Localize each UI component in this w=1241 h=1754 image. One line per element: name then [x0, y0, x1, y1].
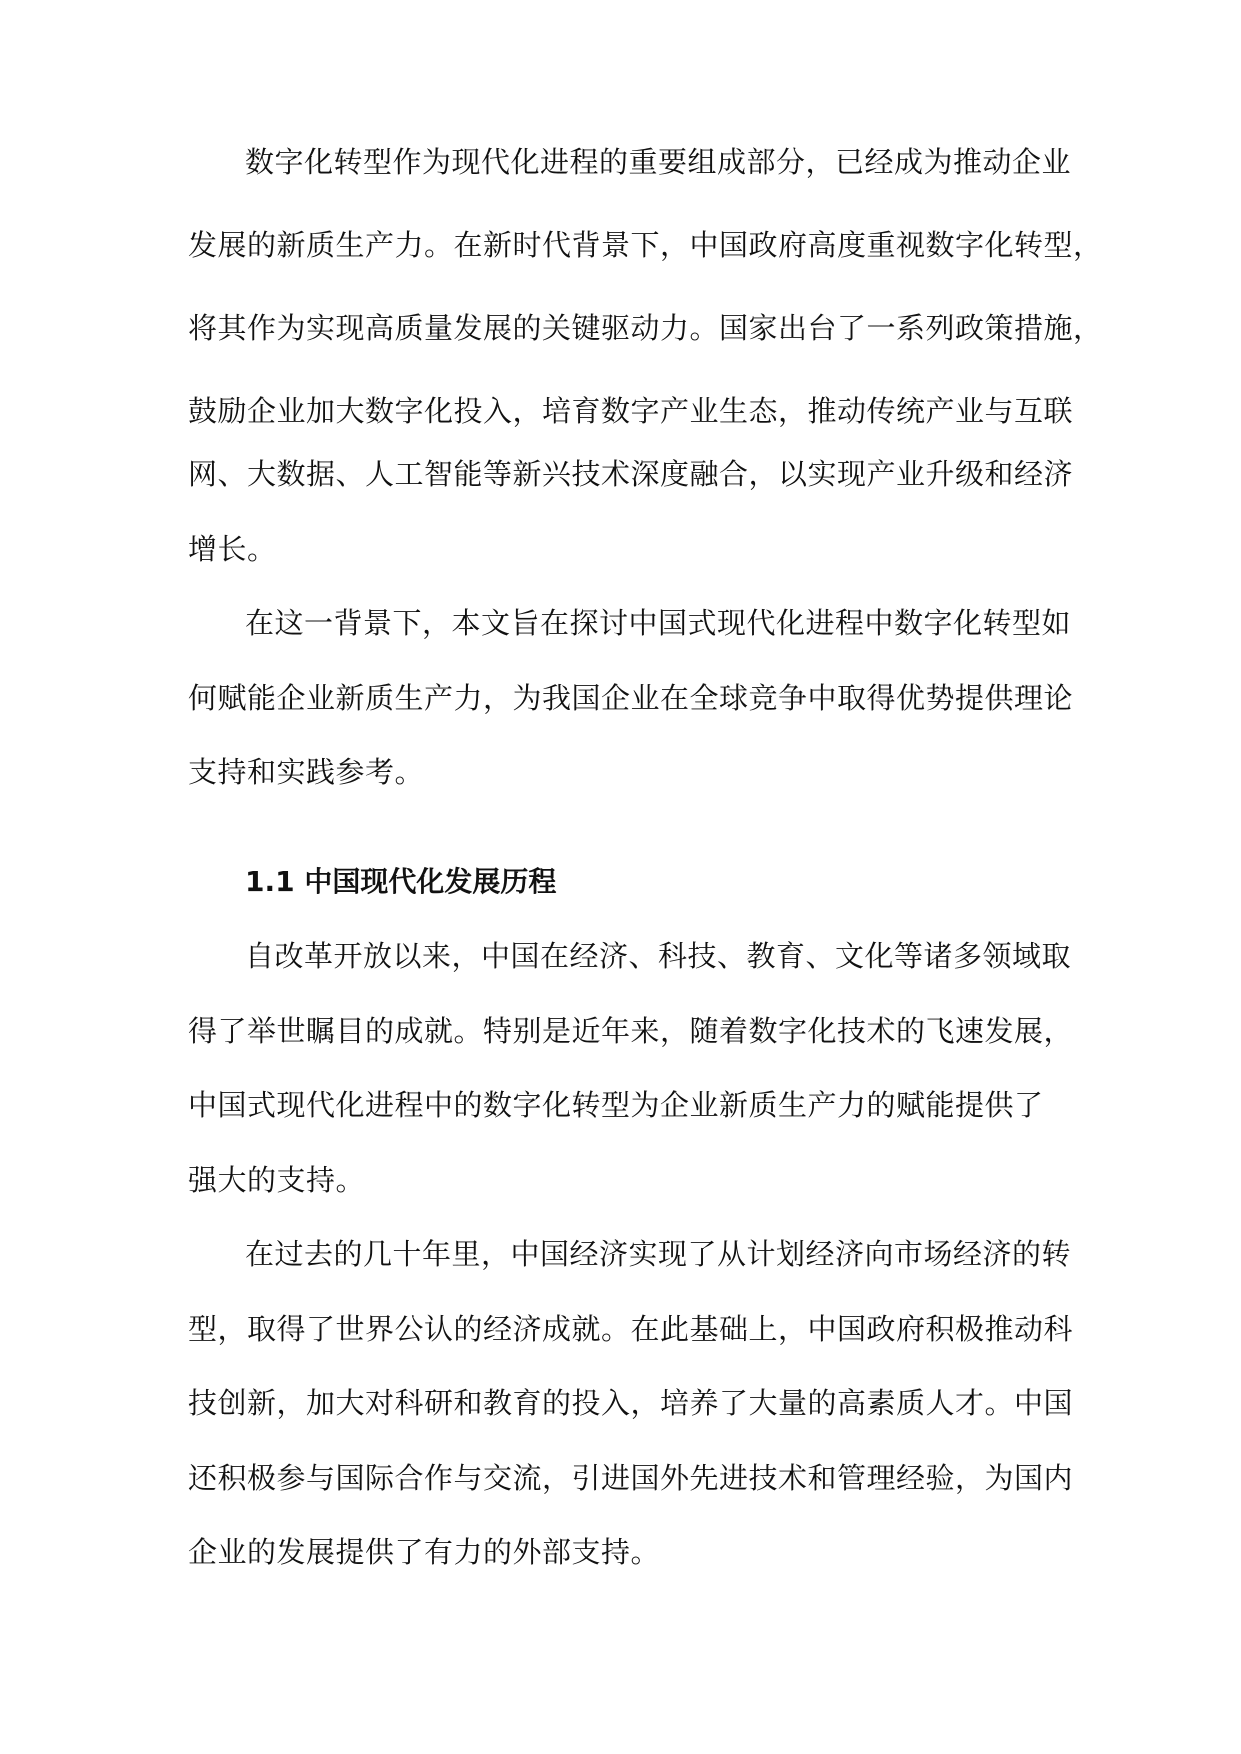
paragraph-2-line-2: 何赋能企业新质生产力，为我国企业在全球竞争中取得优势提供理论	[188, 681, 1074, 715]
paragraph-3-line-3: 中国式现代化进程中的数字化转型为企业新质生产力的赋能提供了	[188, 1088, 1044, 1122]
paragraph-2-line-1: 在这一背景下，本文旨在探讨中国式现代化进程中数字化转型如	[245, 606, 1072, 640]
paragraph-4-line-3: 技创新，加大对科研和教育的投入，培养了大量的高素质人才。中国	[188, 1386, 1074, 1420]
paragraph-3-line-4: 强大的支持。	[188, 1163, 366, 1197]
paragraph-1-line-1: 数字化转型作为现代化进程的重要组成部分，已经成为推动企业	[245, 145, 1072, 179]
paragraph-4-line-1: 在过去的几十年里，中国经济实现了从计划经济向市场经济的转	[245, 1237, 1072, 1271]
paragraph-1-line-6: 增长。	[188, 532, 277, 566]
paragraph-3-line-2: 得了举世瞩目的成就。特别是近年来，随着数字化技术的飞速发展，	[188, 1014, 1074, 1048]
paragraph-4-line-2: 型，取得了世界公认的经济成就。在此基础上，中国政府积极推动科	[188, 1312, 1074, 1346]
section-heading: 1.1 中国现代化发展历程	[245, 865, 557, 898]
paragraph-1-line-3: 将其作为实现高质量发展的关键驱动力。国家出台了一系列政策措施，	[188, 311, 1103, 345]
paragraph-3-line-1: 自改革开放以来，中国在经济、科技、教育、文化等诸多领域取	[245, 939, 1072, 973]
paragraph-2-line-3: 支持和实践参考。	[188, 755, 425, 789]
paragraph-1-line-5: 网、大数据、人工智能等新兴技术深度融合，以实现产业升级和经济	[188, 457, 1074, 491]
paragraph-1-line-4: 鼓励企业加大数字化投入，培育数字产业生态，推动传统产业与互联	[188, 394, 1074, 428]
paragraph-4-line-5: 企业的发展提供了有力的外部支持。	[188, 1535, 661, 1569]
paragraph-4-line-4: 还积极参与国际合作与交流，引进国外先进技术和管理经验，为国内	[188, 1461, 1074, 1495]
paragraph-1-line-2: 发展的新质生产力。在新时代背景下，中国政府高度重视数字化转型，	[188, 228, 1103, 262]
